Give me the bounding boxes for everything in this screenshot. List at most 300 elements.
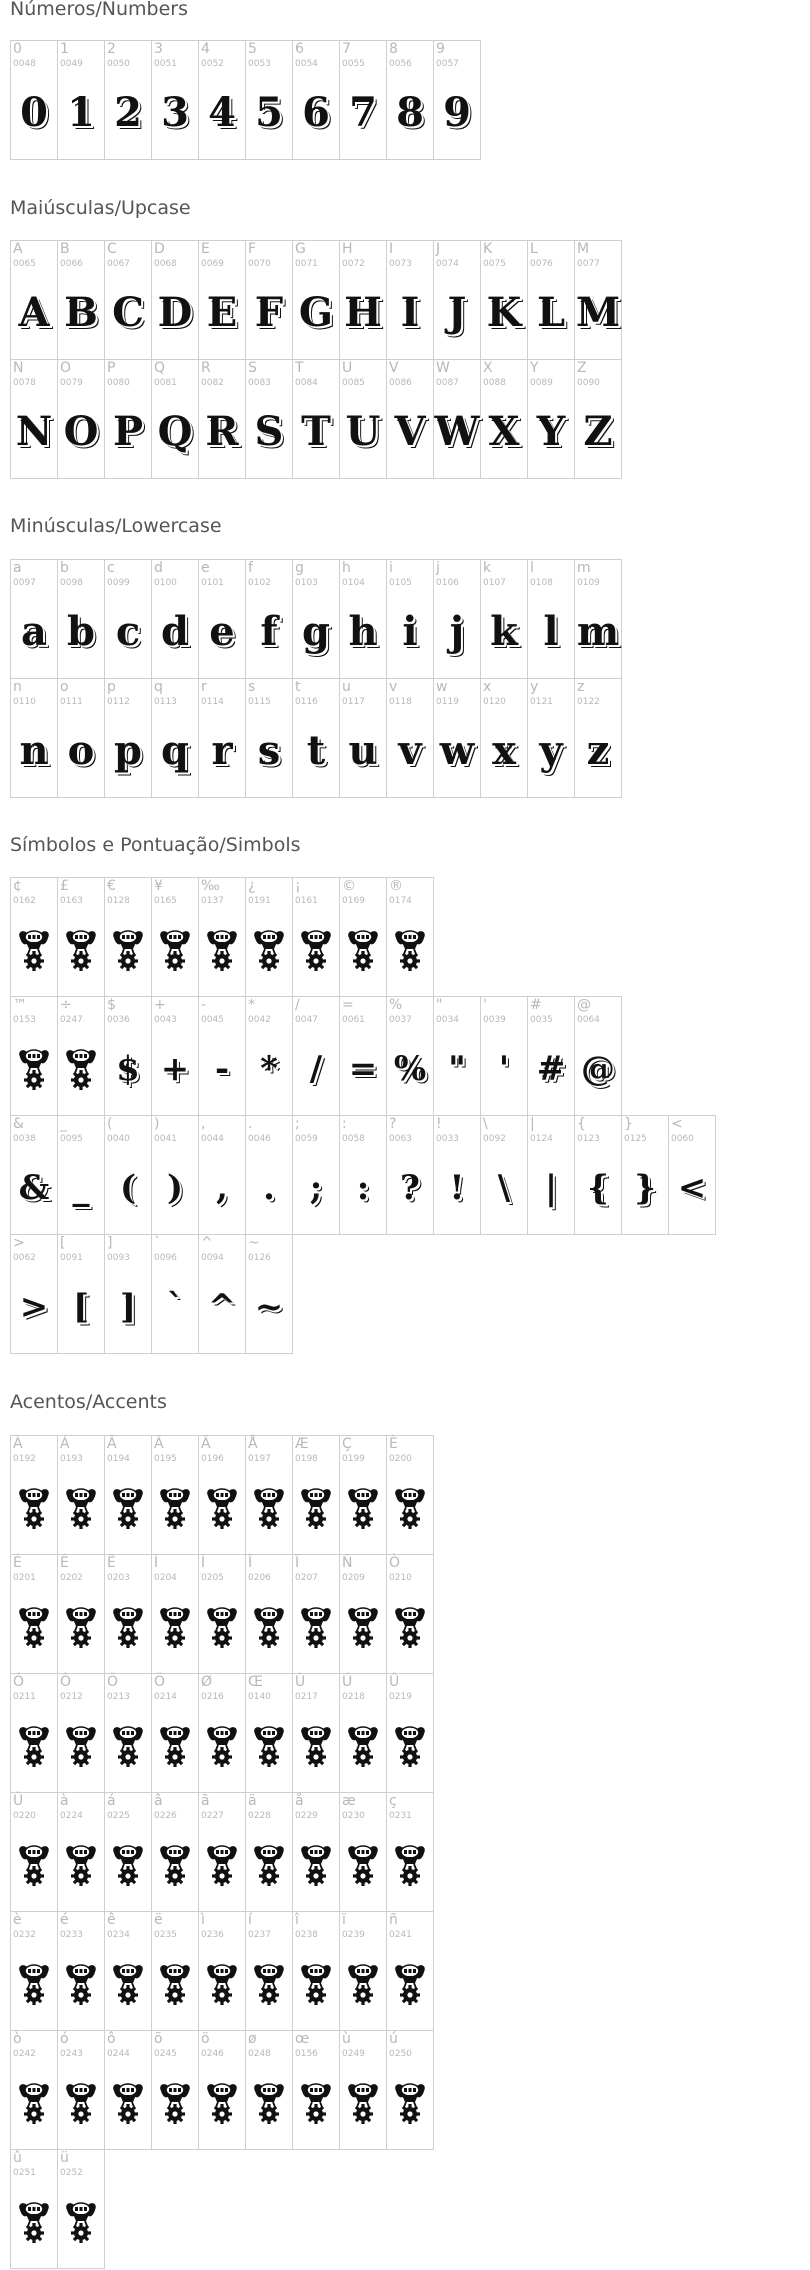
char-code: 0250 <box>389 2049 412 2059</box>
glyph-char: A <box>18 289 50 336</box>
char-code: 0126 <box>248 1253 271 1263</box>
glyph-cell <box>11 2031 58 2150</box>
glyph-preview <box>246 269 292 357</box>
char-label: > <box>13 1235 25 1251</box>
char-code: 0048 <box>13 59 36 69</box>
char-code: 0118 <box>389 697 412 707</box>
glyph-char: 4 <box>208 89 236 136</box>
char-code: 0062 <box>13 1253 36 1263</box>
glyph-cell <box>575 360 622 479</box>
glyph-cell <box>340 1116 387 1235</box>
glyph-char: " <box>448 1049 466 1089</box>
glyph-preview <box>340 1583 386 1671</box>
char-label: ; <box>295 1116 300 1132</box>
glyph-cell <box>199 1555 246 1674</box>
eagle-gear-icon <box>205 928 239 972</box>
char-code: 0202 <box>60 1573 83 1583</box>
char-code: 0210 <box>389 1573 412 1583</box>
glyph-char: 5 <box>255 89 283 136</box>
glyph-preview <box>11 588 57 676</box>
glyph-preview <box>152 1583 198 1671</box>
char-code: 0093 <box>107 1253 130 1263</box>
eagle-gear-icon <box>393 2081 427 2125</box>
glyph-cell <box>11 41 58 160</box>
glyph-cell <box>481 241 528 360</box>
char-code: 0049 <box>60 59 83 69</box>
glyph-preview <box>434 69 480 157</box>
char-label: h <box>342 560 351 576</box>
glyph-preview <box>152 1144 198 1232</box>
glyph-char: O <box>63 408 99 455</box>
glyph-cell <box>293 878 340 997</box>
glyph-char: G <box>298 289 334 336</box>
eagle-gear-icon <box>64 928 98 972</box>
glyph-char: Q <box>157 408 193 455</box>
eagle-gear-icon <box>64 1724 98 1768</box>
char-code: 0227 <box>201 1811 224 1821</box>
glyph-char: L <box>536 289 566 336</box>
glyph-preview <box>293 707 339 795</box>
glyph-preview <box>293 388 339 476</box>
char-code: 0059 <box>295 1134 318 1144</box>
char-label: A <box>13 241 23 257</box>
char-label: Ú <box>342 1674 353 1690</box>
glyph-cell <box>246 878 293 997</box>
glyph-preview <box>340 1702 386 1790</box>
char-code: 0078 <box>13 378 36 388</box>
glyph-char: / <box>309 1049 323 1089</box>
eagle-gear-icon <box>299 1605 333 1649</box>
glyph-row <box>10 359 622 479</box>
glyph-char: T <box>301 408 331 455</box>
glyph-preview <box>199 1263 245 1351</box>
glyph-cell <box>11 1436 58 1555</box>
glyph-preview <box>11 2178 57 2266</box>
section-title: Maiúsculas/Upcase <box>10 197 191 219</box>
eagle-gear-icon <box>393 1843 427 1887</box>
glyph-preview <box>11 388 57 476</box>
char-label: ü <box>60 2150 69 2166</box>
char-label: à <box>60 1793 69 1809</box>
char-label: \ <box>483 1116 488 1132</box>
char-label: Œ <box>248 1674 263 1690</box>
glyph-preview <box>434 269 480 357</box>
char-label: Q <box>154 360 166 376</box>
glyph-char: { <box>587 1168 609 1208</box>
char-code: 0082 <box>201 378 224 388</box>
glyph-preview <box>11 1702 57 1790</box>
glyph-cell <box>340 41 387 160</box>
glyph-cell <box>481 997 528 1116</box>
char-label: ö <box>201 2031 210 2047</box>
char-label: I <box>389 241 394 257</box>
char-code: 0191 <box>248 896 271 906</box>
char-label: ä <box>248 1793 257 1809</box>
eagle-gear-icon <box>205 1962 239 2006</box>
glyph-preview <box>481 1025 527 1113</box>
glyph-char: F <box>254 289 284 336</box>
char-label: b <box>60 560 69 576</box>
char-label: Ñ <box>342 1555 353 1571</box>
eagle-gear-icon <box>158 1843 192 1887</box>
char-code: 0066 <box>60 259 83 269</box>
char-label: ) <box>154 1116 160 1132</box>
glyph-cell <box>246 560 293 679</box>
glyph-cell <box>387 560 434 679</box>
char-label: { <box>577 1116 586 1132</box>
glyph-preview <box>246 1940 292 2028</box>
glyph-cell <box>199 1793 246 1912</box>
glyph-preview <box>105 1940 151 2028</box>
char-code: 0104 <box>342 578 365 588</box>
glyph-preview <box>387 588 433 676</box>
char-label: ¢ <box>13 878 22 894</box>
char-label: _ <box>60 1116 67 1132</box>
glyph-preview <box>293 906 339 994</box>
glyph-char: ` <box>166 1287 184 1327</box>
char-code: 0080 <box>107 378 130 388</box>
glyph-char: H <box>344 289 382 336</box>
glyph-preview <box>11 1821 57 1909</box>
glyph-preview <box>152 1940 198 2028</box>
char-code: 0044 <box>201 1134 224 1144</box>
glyph-cell <box>528 1116 575 1235</box>
char-label: 6 <box>295 41 304 57</box>
eagle-gear-icon <box>111 1962 145 2006</box>
glyph-row <box>10 1911 434 2031</box>
glyph-preview <box>434 588 480 676</box>
char-label: / <box>295 997 300 1013</box>
eagle-gear-icon <box>299 1843 333 1887</box>
glyph-cell <box>293 1116 340 1235</box>
glyph-char: ^ <box>207 1287 237 1327</box>
char-label: V <box>389 360 399 376</box>
glyph-preview <box>152 906 198 994</box>
glyph-char: C <box>112 289 144 336</box>
glyph-preview <box>340 588 386 676</box>
char-code: 0074 <box>436 259 459 269</box>
glyph-preview <box>434 1025 480 1113</box>
char-code: 0071 <box>295 259 318 269</box>
eagle-gear-icon <box>17 928 51 972</box>
char-label: k <box>483 560 492 576</box>
glyph-preview <box>11 1144 57 1232</box>
eagle-gear-icon <box>252 1605 286 1649</box>
glyph-preview <box>58 1702 104 1790</box>
char-code: 0116 <box>295 697 318 707</box>
glyph-cell <box>293 360 340 479</box>
char-code: 0092 <box>483 1134 506 1144</box>
glyph-preview <box>105 2059 151 2147</box>
char-code: 0068 <box>154 259 177 269</box>
glyph-preview <box>293 1940 339 2028</box>
eagle-gear-icon <box>205 2081 239 2125</box>
char-label: Æ <box>295 1436 309 1452</box>
char-label: N <box>13 360 24 376</box>
eagle-gear-icon <box>17 1724 51 1768</box>
glyph-preview <box>11 1025 57 1113</box>
char-label: M <box>577 241 590 257</box>
glyph-cell <box>246 360 293 479</box>
glyph-char: b <box>67 608 95 655</box>
glyph-cell <box>199 241 246 360</box>
char-code: 0081 <box>154 378 177 388</box>
glyph-cell <box>293 1674 340 1793</box>
char-label: E <box>201 241 210 257</box>
glyph-preview <box>199 1821 245 1909</box>
glyph-cell <box>387 878 434 997</box>
glyph-cell <box>293 679 340 798</box>
char-label: ] <box>107 1235 113 1251</box>
eagle-gear-icon <box>111 1843 145 1887</box>
char-label: D <box>154 241 165 257</box>
glyph-preview <box>58 906 104 994</box>
char-label: q <box>154 679 163 695</box>
char-label: 0 <box>13 41 22 57</box>
glyph-char: l <box>543 608 559 655</box>
char-label: } <box>624 1116 633 1132</box>
glyph-cell <box>11 997 58 1116</box>
glyph-cell <box>199 1116 246 1235</box>
glyph-preview <box>387 1702 433 1790</box>
char-code: 0214 <box>154 1692 177 1702</box>
glyph-char: i <box>402 608 418 655</box>
glyph-char: 2 <box>114 89 142 136</box>
glyph-preview <box>105 707 151 795</box>
glyph-char: o <box>67 727 95 774</box>
char-code: 0205 <box>201 1573 224 1583</box>
char-label: Z <box>577 360 587 376</box>
char-code: 0140 <box>248 1692 271 1702</box>
glyph-preview <box>340 388 386 476</box>
section-title: Acentos/Accents <box>10 1391 167 1413</box>
glyph-preview <box>199 2059 245 2147</box>
char-code: 0245 <box>154 2049 177 2059</box>
char-code: 0239 <box>342 1930 365 1940</box>
char-label: ò <box>13 2031 22 2047</box>
glyph-preview <box>387 707 433 795</box>
char-code: 0122 <box>577 697 600 707</box>
glyph-cell <box>105 41 152 160</box>
char-label: F <box>248 241 257 257</box>
char-code: 0110 <box>13 697 36 707</box>
glyph-preview <box>105 69 151 157</box>
eagle-gear-icon <box>64 1843 98 1887</box>
glyph-preview <box>528 269 574 357</box>
char-code: 0117 <box>342 697 365 707</box>
glyph-char: _ <box>72 1168 90 1208</box>
char-label: Ò <box>389 1555 401 1571</box>
char-label: K <box>483 241 493 257</box>
glyph-preview <box>481 269 527 357</box>
glyph-preview <box>105 388 151 476</box>
glyph-cell <box>11 1674 58 1793</box>
glyph-row <box>10 877 434 997</box>
glyph-cell <box>105 878 152 997</box>
glyph-preview <box>58 1583 104 1671</box>
glyph-preview <box>387 906 433 994</box>
glyph-cell <box>387 1912 434 2031</box>
glyph-preview <box>58 1940 104 2028</box>
glyph-preview <box>58 388 104 476</box>
char-label: e <box>201 560 210 576</box>
glyph-preview <box>575 1025 621 1113</box>
char-code: 0039 <box>483 1015 506 1025</box>
section-title: Símbolos e Pontuação/Simbols <box>10 834 301 856</box>
char-code: 0038 <box>13 1134 36 1144</box>
char-code: 0056 <box>389 59 412 69</box>
glyph-cell <box>434 997 481 1116</box>
glyph-preview <box>152 1702 198 1790</box>
char-code: 0041 <box>154 1134 177 1144</box>
glyph-cell <box>293 241 340 360</box>
glyph-preview <box>246 2059 292 2147</box>
glyph-cell <box>387 41 434 160</box>
glyph-char: ~ <box>254 1287 284 1327</box>
char-code: 0162 <box>13 896 36 906</box>
glyph-preview <box>293 1821 339 1909</box>
glyph-preview <box>340 1821 386 1909</box>
eagle-gear-icon <box>346 1605 380 1649</box>
glyph-cell <box>199 360 246 479</box>
glyph-cell <box>199 1436 246 1555</box>
glyph-cell <box>340 1793 387 1912</box>
glyph-cell <box>152 1912 199 2031</box>
char-code: 0033 <box>436 1134 459 1144</box>
glyph-cell <box>11 241 58 360</box>
glyph-preview <box>105 1821 151 1909</box>
glyph-cell <box>387 997 434 1116</box>
char-code: 0238 <box>295 1930 318 1940</box>
glyph-preview <box>11 1263 57 1351</box>
char-code: 0087 <box>436 378 459 388</box>
char-code: 0099 <box>107 578 130 588</box>
glyph-preview <box>340 906 386 994</box>
glyph-preview <box>528 1144 574 1232</box>
glyph-preview <box>622 1144 668 1232</box>
glyph-cell <box>246 997 293 1116</box>
char-label: £ <box>60 878 69 894</box>
glyph-cell <box>387 241 434 360</box>
char-code: 0247 <box>60 1015 83 1025</box>
char-code: 0237 <box>248 1930 271 1940</box>
glyph-cell <box>152 360 199 479</box>
char-code: 0233 <box>60 1930 83 1940</box>
char-code: 0060 <box>671 1134 694 1144</box>
eagle-gear-icon <box>158 1486 192 1530</box>
glyph-preview <box>528 588 574 676</box>
glyph-cell <box>199 1674 246 1793</box>
glyph-char: n <box>19 727 49 774</box>
char-label: f <box>248 560 253 576</box>
glyph-preview <box>387 2059 433 2147</box>
glyph-preview <box>152 707 198 795</box>
char-code: 0244 <box>107 2049 130 2059</box>
glyph-char: < <box>677 1168 707 1208</box>
glyph-cell <box>622 1116 669 1235</box>
char-code: 0100 <box>154 578 177 588</box>
char-code: 0156 <box>295 2049 318 2059</box>
char-code: 0040 <box>107 1134 130 1144</box>
glyph-char: k <box>490 608 518 655</box>
char-label: Ë <box>107 1555 116 1571</box>
glyph-cell <box>105 560 152 679</box>
glyph-char: v <box>398 727 422 774</box>
glyph-preview <box>199 1144 245 1232</box>
char-code: 0193 <box>60 1454 83 1464</box>
glyph-char: N <box>15 408 53 455</box>
glyph-cell <box>199 878 246 997</box>
char-code: 0174 <box>389 896 412 906</box>
char-label: % <box>389 997 403 1013</box>
glyph-cell <box>340 560 387 679</box>
char-label: B <box>60 241 70 257</box>
char-label: a <box>13 560 22 576</box>
glyph-preview <box>199 1583 245 1671</box>
glyph-char: 0 <box>20 89 48 136</box>
glyph-cell <box>575 679 622 798</box>
glyph-preview <box>387 1025 433 1113</box>
eagle-gear-icon <box>111 1724 145 1768</box>
char-label: Ù <box>295 1674 306 1690</box>
char-label: È <box>389 1436 398 1452</box>
char-label: Û <box>389 1674 400 1690</box>
glyph-row <box>10 559 622 679</box>
glyph-preview <box>105 1702 151 1790</box>
glyph-cell <box>528 560 575 679</box>
char-code: 0090 <box>577 378 600 388</box>
eagle-gear-icon <box>111 1605 145 1649</box>
glyph-cell <box>105 1793 152 1912</box>
char-code: 0095 <box>60 1134 83 1144</box>
glyph-char: ? <box>400 1168 420 1208</box>
char-label: Ü <box>13 1793 24 1809</box>
glyph-cell <box>575 241 622 360</box>
char-code: 0209 <box>342 1573 365 1583</box>
char-label: d <box>154 560 163 576</box>
char-label: ® <box>389 878 403 894</box>
eagle-gear-icon <box>393 928 427 972</box>
glyph-cell <box>58 560 105 679</box>
char-code: 0218 <box>342 1692 365 1702</box>
glyph-cell <box>58 878 105 997</box>
char-code: 0207 <box>295 1573 318 1583</box>
char-code: 0088 <box>483 378 506 388</box>
glyph-cell <box>340 997 387 1116</box>
char-code: 0058 <box>342 1134 365 1144</box>
glyph-preview <box>528 707 574 795</box>
char-code: 0072 <box>342 259 365 269</box>
char-code: 0201 <box>13 1573 36 1583</box>
glyph-char: h <box>348 608 378 655</box>
char-label: C <box>107 241 117 257</box>
glyph-cell <box>293 560 340 679</box>
char-code: 0120 <box>483 697 506 707</box>
glyph-cell <box>58 1674 105 1793</box>
eagle-gear-icon <box>346 1962 380 2006</box>
char-label: = <box>342 997 354 1013</box>
glyph-cell <box>528 360 575 479</box>
glyph-char: Z <box>583 408 613 455</box>
eagle-gear-icon <box>299 2081 333 2125</box>
char-code: 0036 <box>107 1015 130 1025</box>
eagle-gear-icon <box>393 1724 427 1768</box>
char-code: 0248 <box>248 2049 271 2059</box>
char-code: 0096 <box>154 1253 177 1263</box>
glyph-preview <box>11 269 57 357</box>
glyph-preview <box>105 1144 151 1232</box>
glyph-preview <box>340 1144 386 1232</box>
